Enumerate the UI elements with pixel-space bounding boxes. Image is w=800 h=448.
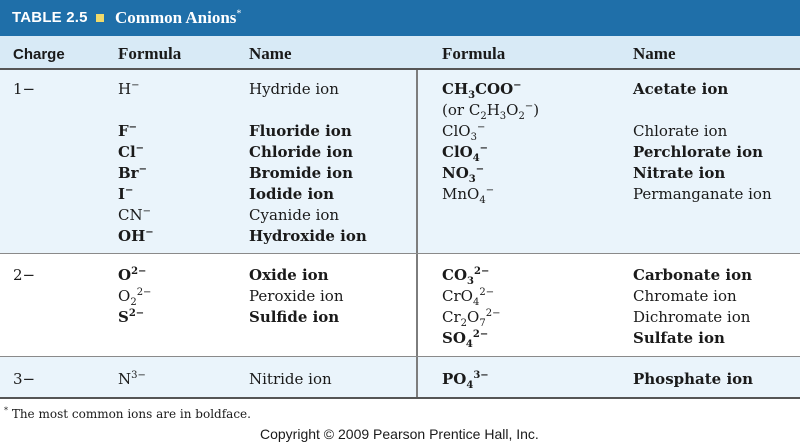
name-sulfate: Sulfate ion — [633, 329, 725, 347]
name-iodide: Iodide ion — [249, 185, 335, 203]
copyright-notice: Copyright © 2009 Pearson Prentice Hall, Inc. — [260, 426, 539, 442]
formula-permanganate: MnO$_4$− — [442, 185, 495, 206]
header-formula-right: Formula — [442, 44, 506, 63]
name-sulfide: Sulfide ion — [249, 308, 340, 326]
name-permanganate: Permanganate ion — [633, 185, 772, 203]
formula-iodide: I− — [118, 185, 134, 203]
formula-nitride: $N^{3-}$ — [118, 370, 146, 388]
footnote-mark: * — [4, 406, 8, 415]
formula-acetate-alt: (or $C_2H_3O_2^-$) — [442, 101, 540, 122]
formula-sulfide: $S^{2-}$ — [118, 308, 145, 326]
name-phosphate: Phosphate ion — [633, 370, 754, 388]
name-hydroxide: Hydroxide ion — [249, 227, 367, 245]
name-hydride: Hydride ion — [249, 80, 339, 98]
title-asterisk: * — [236, 8, 242, 20]
header-formula-left: Formula — [118, 44, 182, 63]
formula-peroxide: $O_2^{2-}$ — [118, 287, 152, 308]
name-cyanide: Cyanide ion — [249, 206, 340, 224]
row-rule-2 — [0, 356, 800, 357]
footnote-text: The most common ions are in boldface. — [11, 407, 251, 421]
column-divider-3 — [416, 357, 418, 397]
header-rule — [0, 68, 800, 70]
formula-chloride: Cl− — [118, 143, 145, 161]
formula-bromide: Br− — [118, 164, 147, 182]
formula-chromate: CrO$_4^{2-}$ — [442, 287, 495, 308]
name-nitrate: Nitrate ion — [633, 164, 726, 182]
name-acetate: Acetate ion — [633, 80, 729, 98]
column-divider-2 — [416, 254, 418, 356]
bottom-rule — [0, 397, 800, 399]
name-nitride: Nitride ion — [249, 370, 332, 388]
formula-acetate: $CH_3COO^-$ — [442, 80, 522, 101]
name-bromide: Bromide ion — [249, 164, 354, 182]
formula-cyanide: CN− — [118, 206, 151, 224]
name-chloride: Chloride ion — [249, 143, 354, 161]
formula-phosphate: $PO_4^{3-}$ — [442, 370, 489, 391]
name-dichromate: Dichromate ion — [633, 308, 751, 326]
table-footnote — [4, 406, 251, 421]
formula-carbonate: $CO_3^{2-}$ — [442, 266, 490, 287]
charge-2: 2− — [13, 266, 36, 284]
name-fluoride: Fluoride ion — [249, 122, 352, 140]
header-charge: Charge — [13, 46, 65, 63]
charge-1: 1− — [13, 80, 36, 98]
formula-perchlorate: ClO$_4$− — [442, 143, 489, 164]
formula-dichromate: $Cr_2O_7^{2-}$ — [442, 308, 501, 329]
table-title-text: Common Anions — [115, 8, 237, 27]
formula-hydroxide: OH− — [118, 227, 154, 245]
header-name-right: Name — [633, 44, 676, 63]
row-rule-1 — [0, 253, 800, 254]
name-chlorate: Chlorate ion — [633, 122, 728, 140]
table-label: TABLE 2.5 — [12, 9, 88, 26]
name-oxide: Oxide ion — [249, 266, 329, 284]
formula-sulfate: $SO_4^{2-}$ — [442, 329, 489, 350]
name-chromate: Chromate ion — [633, 287, 737, 305]
formula-hydride: H− — [118, 80, 140, 98]
header-name-left: Name — [249, 44, 292, 63]
column-divider-1 — [416, 70, 418, 253]
name-carbonate: Carbonate ion — [633, 266, 752, 284]
table-title-bar — [0, 0, 800, 36]
name-peroxide: Peroxide ion — [249, 287, 344, 305]
name-perchlorate: Perchlorate ion — [633, 143, 763, 161]
formula-oxide: $O^{2-}$ — [118, 266, 147, 284]
charge-3: 3− — [13, 370, 36, 388]
formula-nitrate: $NO_3^-$ — [442, 164, 485, 185]
formula-chlorate: ClO$_3$− — [442, 122, 486, 143]
formula-fluoride: F− — [118, 122, 138, 140]
table-title — [115, 8, 241, 28]
title-square-icon — [96, 14, 104, 22]
